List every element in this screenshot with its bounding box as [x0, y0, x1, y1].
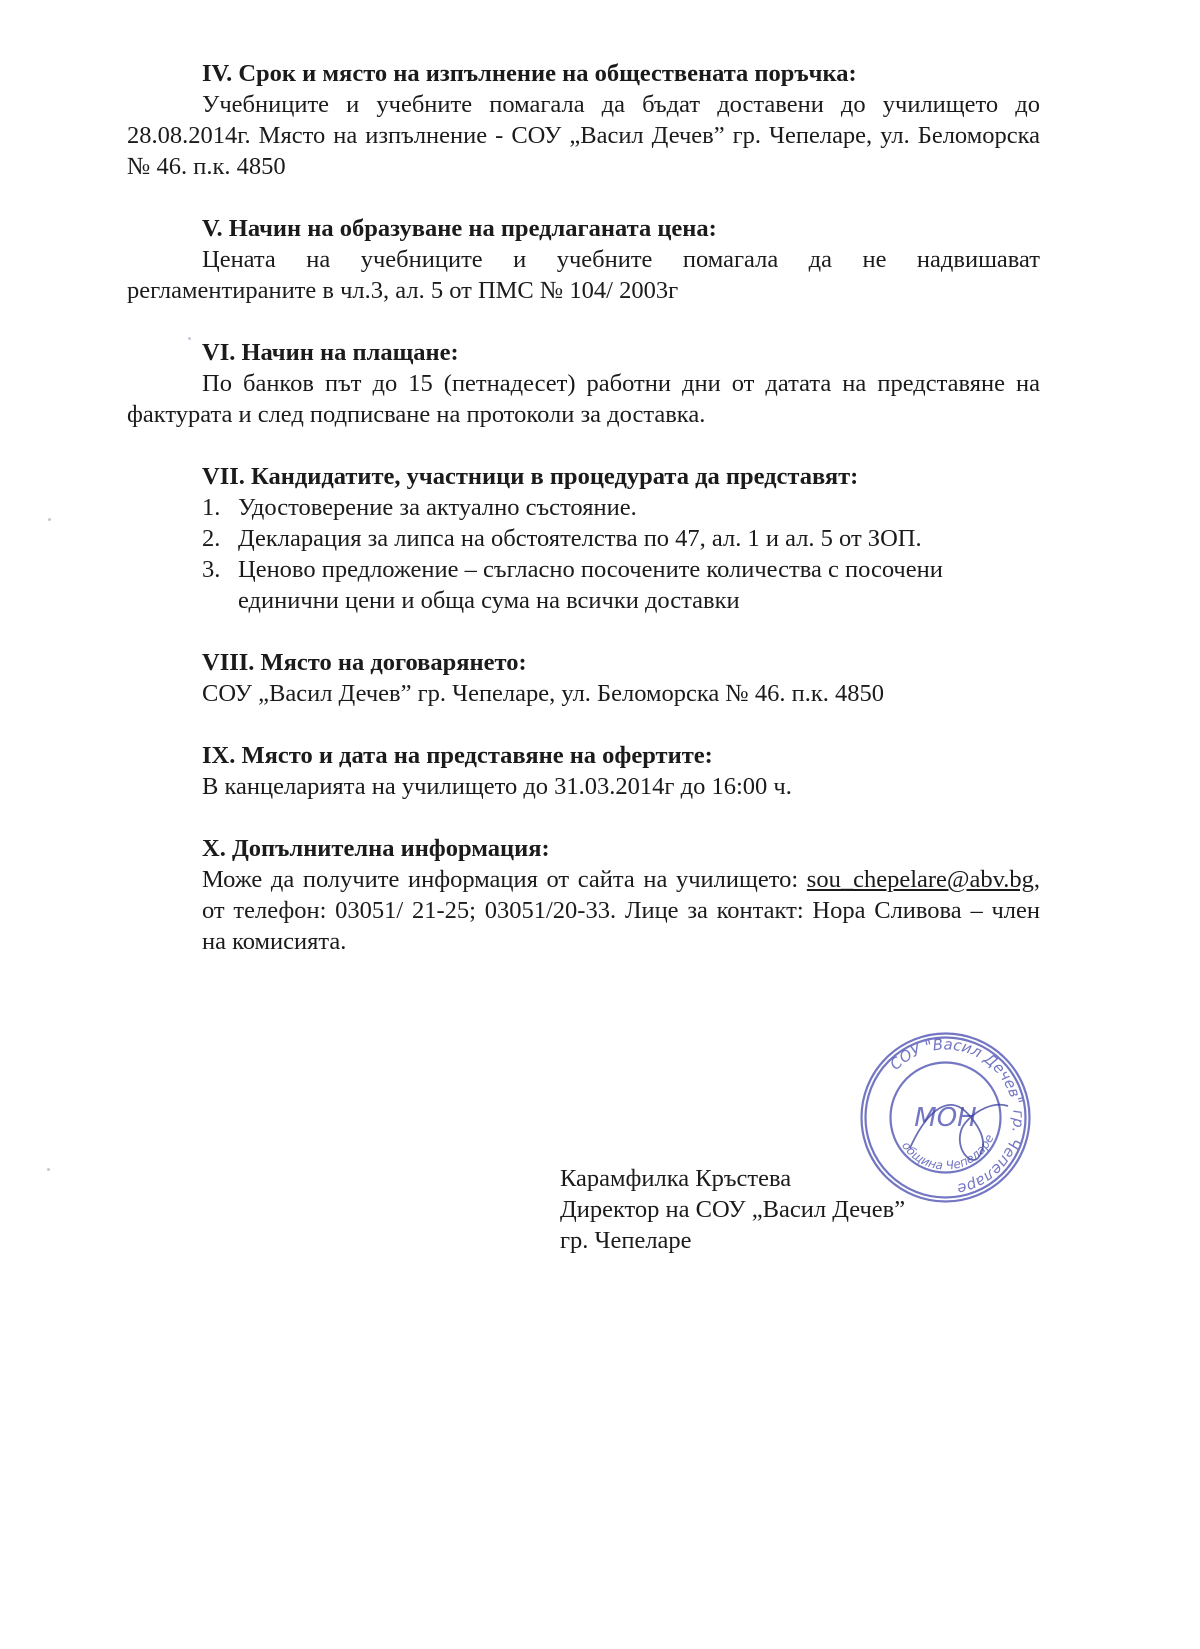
stamp-outer-text: СОУ "Васил Дечев" гр. Чепеларе	[886, 1035, 1028, 1199]
section-vii	[127, 461, 1040, 616]
section-heading: VIII. Място на договарянето:	[202, 649, 527, 676]
stamp-inner-text: община Чепеларе	[899, 1132, 997, 1173]
list-item-text: Удостоверение за актуално състояние.	[238, 494, 637, 521]
section-heading: VII. Кандидатите, участници в процедурата да представят:	[202, 463, 859, 490]
section-heading: VI. Начин на плащане:	[202, 339, 459, 366]
list-item-number: 1.	[202, 494, 221, 521]
section-heading: V. Начин на образуване на предлаганата цена:	[202, 215, 717, 242]
list-item-text: Ценово предложение – съгласно посочените количества с посочени единични цени и обща сума на всички доставки	[238, 556, 943, 614]
stamp-center-text: МОН	[914, 1103, 977, 1133]
section-paragraph: Учебниците и учебните помагала да бъдат доставени до училището до 28.08.2014г. Място на изпълнение - СОУ „Васил Дечев” гр. Чепеларе, ул. Беломорска № 46. п.к. 4850	[127, 91, 1040, 180]
info-text-end: , от телефон: 03051/ 21-25; 03051/20-33. Лице за контакт: Нора Сливова – член на комисията.	[202, 866, 1040, 955]
section-ix	[127, 740, 1040, 802]
section-iv	[127, 58, 1040, 182]
info-text-start: Може да получите информация от сайта на училището:	[202, 866, 807, 893]
list-item	[202, 492, 1040, 523]
scan-speck	[188, 337, 191, 340]
section-heading: X. Допълнителна информация:	[202, 835, 550, 862]
list-item	[202, 523, 1040, 554]
requirements-list	[127, 492, 1040, 616]
scan-speck	[48, 518, 51, 521]
list-item-number: 3.	[202, 556, 221, 583]
signature-block	[560, 1163, 905, 1256]
list-item-number: 2.	[202, 525, 221, 552]
section-paragraph: По банков път до 15 (петнадесет) работни дни от датата на представяне на фактурата и след подписване на протоколи за доставка.	[127, 370, 1040, 428]
section-paragraph: СОУ „Васил Дечев” гр. Чепеларе, ул. Беломорска № 46. п.к. 4850	[202, 680, 885, 707]
section-x	[127, 833, 1040, 957]
section-heading: IX. Място и дата на представяне на офертите:	[202, 742, 713, 769]
signer-name: Карамфилка Кръстева	[560, 1165, 792, 1192]
list-item	[202, 554, 1040, 616]
section-heading: IV. Срок и място на изпълнение на обществената поръчка:	[202, 60, 857, 87]
document-body	[127, 58, 1040, 988]
section-paragraph	[127, 864, 1040, 957]
list-item-text: Декларация за липса на обстоятелства по 47, ал. 1 и ал. 5 от ЗОП.	[238, 525, 922, 552]
signer-town: гр. Чепеларе	[560, 1227, 692, 1254]
section-paragraph: Цената на учебниците и учебните помагала да не надвишават регламентираните в чл.3, ал. 5 от ПМС № 104/ 2003г	[127, 246, 1040, 304]
signer-position: Директор на СОУ „Васил Дечев”	[560, 1196, 906, 1223]
section-v	[127, 213, 1040, 306]
scan-speck	[47, 1168, 50, 1171]
section-paragraph: В канцеларията на училището до 31.03.2014г до 16:00 ч.	[202, 773, 792, 800]
email-link[interactable]: sou_chepelare@abv.bg	[806, 866, 1034, 893]
section-viii	[127, 647, 1040, 709]
section-vi	[127, 337, 1040, 430]
